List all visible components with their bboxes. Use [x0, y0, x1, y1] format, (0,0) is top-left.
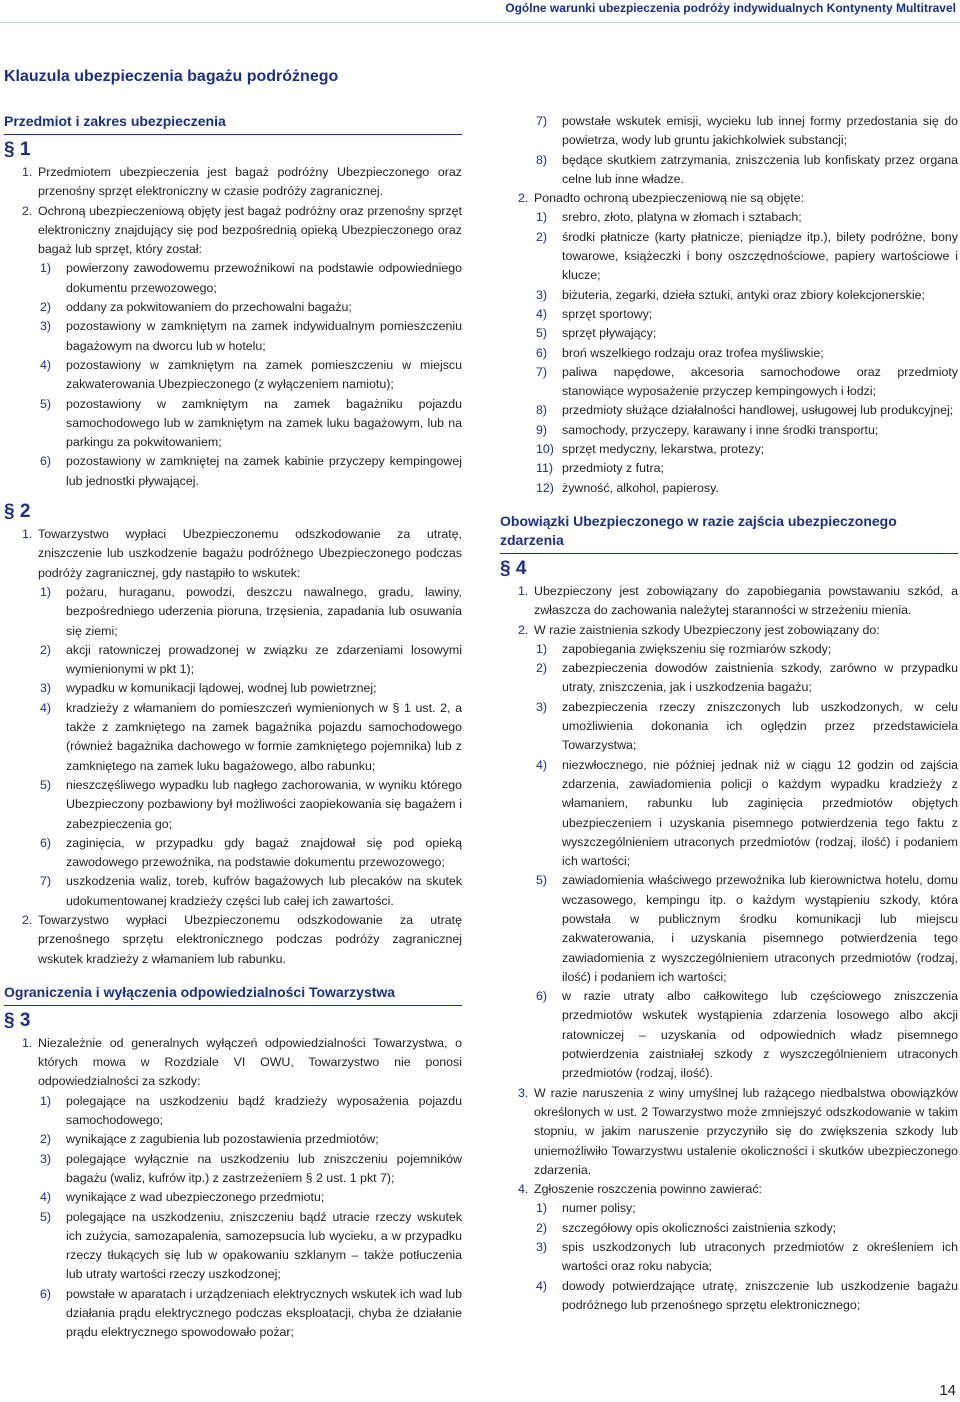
item-number: 3): [536, 287, 548, 302]
numbered-clause: [4, 1034, 462, 1092]
list-item: [4, 1285, 462, 1343]
item-number: 3): [40, 319, 52, 334]
item-number: 1): [536, 210, 548, 225]
item-number: 5): [40, 396, 52, 411]
list-item: [500, 1238, 958, 1277]
list-item: [500, 228, 958, 286]
item-text: środki płatnicze (karty płatnicze, pieniądze itp.), bilety podróżne, bony towarowe, książeczki i bony oszczędnościowe, papiery wartościowe i klucze;: [562, 229, 958, 283]
item-number: 4): [536, 1278, 548, 1293]
item-number: 7): [536, 114, 548, 128]
item-text: Niezależnie od generalnych wyłączeń odpowiedzialności Towarzystwa, o których mowa w Rozdziale VI OWU, Towarzystwo nie ponosi odpowiedzialności za szkody:: [38, 1035, 462, 1089]
list-item: [500, 344, 958, 363]
item-number: 1): [40, 584, 52, 599]
item-text: uszkodzenia waliz, toreb, kufrów bagażowych lub plecaków na skutek udokumentowanej kradzieży części lub całej ich zawartości.: [66, 874, 462, 908]
list-item: [500, 1199, 958, 1218]
item-number: 1): [536, 1201, 548, 1216]
list-item: [500, 756, 958, 872]
list-item: [4, 1150, 462, 1189]
item-number: 2.: [518, 622, 529, 637]
item-text: Towarzystwo wypłaci Ubezpieczonemu odszkodowanie za utratę przenośnego sprzętu elektronicznego podczas podróży zagranicznej wskutek kradzieży z włamaniem lub rabunku.: [38, 912, 462, 966]
item-text: niezwłocznego, nie później jednak niż w ciągu 12 godzin od zajścia zdarzenia, zawiadomienia policji o każdym wypadku kradzieży z włamaniem, rabunku lub zaginięcia przedmiotów objętych ubezpieczeniem i uzyskania pisemnego potwierdzenia tego faktu z wyszczególnieniem utraconych przedmiotów (rodzaj, ilość) i podaniem ich wartości;: [562, 757, 958, 869]
list-item: [500, 871, 958, 987]
item-number: 2): [40, 300, 52, 315]
item-number: 6): [536, 989, 548, 1004]
item-number: 10): [536, 442, 554, 457]
running-header: [0, 0, 960, 26]
item-number: 1): [40, 261, 52, 276]
item-text: pożaru, huraganu, powodzi, deszczu nawalnego, gradu, lawiny, bezpośredniego uderzenia pioruna, trzęsienia, zapadania lub osuwania się ziemi;: [66, 584, 462, 638]
item-number: 6): [40, 1286, 52, 1301]
list-item: [4, 259, 462, 298]
paragraph-number: § 3: [4, 1009, 31, 1031]
numbered-clause: [500, 621, 958, 640]
item-number: 6): [40, 454, 52, 469]
paragraph-number: § 1: [4, 139, 31, 160]
item-text: polegające na uszkodzeniu bądź kradzieży wyposażenia pojazdu samochodowego;: [66, 1093, 462, 1128]
item-number: 4): [536, 306, 548, 321]
section-title: Obowiązki Ubezpieczonego w razie zajścia ubezpieczonego zdarzenia: [500, 512, 958, 554]
list-item: [500, 640, 958, 659]
item-text: przedmioty z futra;: [562, 461, 664, 476]
item-text: sprzęt medyczny, lekarstwa, protezy;: [562, 442, 765, 457]
item-text: Ochroną ubezpieczeniową objęty jest bagaż podróżny oraz przenośny sprzęt elektroniczny znajdujący się pod bezpośrednią opieką Ubezpieczonego oraz bagaż lub sprzęt, który został:: [38, 203, 462, 257]
item-number: 3): [536, 1240, 548, 1255]
item-text: zawiadomienia właściwego przewoźnika lub kierownictwa hotelu, domu wczasowego, kempingu itp. o każdym wystąpieniu szkody, która powstała w publicznym środku komunikacji lub miejscu zakwaterowania, i uzyskania pisemnego potwierdzenia tego zawiadomienia z wyszczególnieniem utraconych przedmiotów (rodzaj, ilość) i podaniem ich wartości;: [562, 873, 958, 984]
item-text: wypadku w komunikacji lądowej, wodnej lub powietrznej;: [66, 681, 377, 696]
header-rule: [0, 22, 960, 23]
numbered-clause: [4, 525, 462, 583]
item-text: żywność, alkohol, papierosy.: [562, 480, 719, 495]
item-text: wynikające z zagubienia lub pozostawienia przedmiotów;: [66, 1132, 379, 1147]
item-number: 2): [536, 661, 548, 676]
item-text: Ubezpieczony jest zobowiązany do zapobiegania powstawaniu szkód, a zwłaszcza do zachowania należytej staranności w strzeżeniu mienia.: [534, 583, 958, 618]
item-number: 4): [40, 357, 52, 372]
item-number: 11): [536, 461, 553, 476]
item-text: polegające wyłącznie na uszkodzeniu lub zniszczeniu pojemników bagażu (waliz, kufrów itp.) z zastrzeżeniem § 2 ust. 1 pkt 7);: [66, 1151, 462, 1185]
item-text: będące skutkiem zatrzymania, zniszczenia lub konfiskaty przez organa celne lub inne władze.: [562, 152, 958, 186]
list-item: [500, 151, 958, 190]
numbered-clause: [500, 582, 958, 621]
list-item: [4, 641, 462, 680]
item-number: 1.: [22, 165, 33, 179]
item-number: 3): [536, 699, 548, 714]
section-title: Przedmiot i zakres ubezpieczenia: [4, 112, 462, 135]
item-text: zabezpieczenia rzeczy zniszczonych lub uszkodzonych, w celu umożliwienia dokonania ich oględzin przez przedstawiciela Towarzystwa;: [562, 699, 958, 753]
item-number: 2.: [22, 912, 33, 927]
item-text: numer polisy;: [562, 1201, 636, 1216]
numbered-clause: [500, 1180, 958, 1199]
numbered-clause: [500, 189, 958, 208]
list-item: [500, 987, 958, 1083]
item-number: 12): [536, 480, 554, 495]
list-item: [500, 286, 958, 305]
list-item: [500, 698, 958, 756]
item-number: 4.: [518, 1182, 529, 1197]
section-title: Ograniczenia i wyłączenia odpowiedzialności Towarzystwa: [4, 983, 462, 1006]
item-text: Przedmiotem ubezpieczenia jest bagaż podróżny Ubezpieczonego oraz przenośny sprzęt elektroniczny w czasie podróży zagranicznej.: [38, 165, 462, 199]
item-number: 5): [536, 326, 548, 341]
list-item: [500, 324, 958, 343]
list-item: [4, 395, 462, 453]
list-item: [4, 776, 462, 834]
item-number: 3): [40, 1151, 52, 1166]
item-number: 6): [536, 345, 548, 360]
item-text: Ponadto ochroną ubezpieczeniową nie są objęte:: [534, 191, 805, 206]
list-item: [500, 363, 958, 402]
list-item: [4, 872, 462, 911]
list-item: [4, 356, 462, 395]
item-number: 1): [536, 641, 548, 656]
item-text: W razie zaistnienia szkody Ubezpieczony jest zobowiązany do:: [534, 622, 880, 637]
item-text: oddany za pokwitowaniem do przechowalni bagażu;: [66, 300, 352, 315]
item-text: zabezpieczenia dowodów zaistnienia szkody, zarówno w przypadku utraty, zniszczenia, jak i uszkodzenia bagażu;: [562, 661, 958, 695]
item-text: wynikające z wad ubezpieczonego przedmiotu;: [66, 1190, 325, 1205]
item-text: powierzony zawodowemu przewoźnikowi na podstawie odpowiedniego dokumentu przewozowego;: [66, 261, 462, 295]
item-text: kradzieży z włamaniem do pomieszczeń wymienionych w § 1 ust. 2, a także z zamkniętego na zamek bagażnika pojazdu samochodowego (również bagażnika dachowego w formie zamkniętego pojemnika) lub z zamkniętego na zamek luku bagażowego, albo rabunku;: [66, 700, 462, 773]
item-text: zaginięcia, w przypadku gdy bagaż znajdował się pod opieką zawodowego przewoźnika, na podstawie dokumentu przewozowego;: [66, 835, 462, 870]
list-item: [500, 421, 958, 440]
item-number: 7): [536, 364, 548, 379]
right-column: [500, 112, 958, 1315]
list-item: [4, 699, 462, 776]
item-number: 2.: [22, 203, 33, 218]
item-number: 2): [536, 1220, 548, 1235]
list-item: [4, 1188, 462, 1207]
item-number: 4): [40, 700, 52, 715]
list-item: [500, 440, 958, 459]
list-item: [4, 1130, 462, 1149]
list-item: [500, 305, 958, 324]
item-text: Zgłoszenie roszczenia powinno zawierać:: [534, 1182, 762, 1197]
paragraph-number: § 4: [500, 557, 527, 579]
item-text: biżuteria, zegarki, dzieła sztuki, antyki oraz zbiory kolekcjonerskie;: [562, 287, 925, 302]
item-number: 3.: [518, 1085, 529, 1100]
numbered-clause: [4, 202, 462, 260]
list-item: [500, 459, 958, 478]
item-number: 1): [40, 1093, 52, 1108]
numbered-clause: [500, 1084, 958, 1180]
header-title: Ogólne warunki ubezpieczenia podróży indywidualnych Kontynenty Multitravel: [505, 1, 956, 15]
item-text: paliwa napędowe, akcesoria samochodowe oraz przedmioty stanowiące wyposażenie przyczep kempingowych i łodzi;: [562, 364, 958, 399]
item-text: powstałe wskutek emisji, wycieku lub innej formy przedostania się do powietrza, wody lub gruntu jakichkolwiek substancji;: [562, 114, 958, 148]
list-item: [500, 1277, 958, 1316]
list-item: [500, 112, 958, 151]
item-number: 2.: [518, 191, 529, 206]
item-text: dowody potwierdzające utratę, zniszczenie lub uszkodzenie bagażu podróżnego lub przenośnego sprzętu elektronicznego;: [562, 1278, 958, 1312]
list-item: [500, 1219, 958, 1238]
item-number: 2): [40, 1132, 52, 1147]
item-text: zapobiegania zwiększeniu się rozmiarów szkody;: [562, 641, 832, 656]
item-text: spis uszkodzonych lub utraconych przedmiotów z określeniem ich wartości oraz roku nabycia;: [562, 1240, 958, 1274]
item-text: samochody, przyczepy, karawany i inne środki transportu;: [562, 422, 879, 437]
list-item: [4, 679, 462, 698]
item-text: akcji ratowniczej prowadzonej w związku ze zdarzeniami losowymi wymienionymi w pkt 1);: [66, 642, 462, 677]
item-text: pozostawiony w zamkniętej na zamek kabinie przyczepy kempingowej lub jednostki pływającej.: [66, 454, 462, 488]
item-text: sprzęt pływający;: [562, 326, 657, 341]
item-text: przedmioty służące działalności handlowej, usługowej lub produkcyjnej;: [562, 403, 954, 418]
item-text: szczegółowy opis okoliczności zaistnienia szkody;: [562, 1220, 837, 1235]
item-text: pozostawiony w zamkniętym na zamek bagażniku pojazdu samochodowego lub w zamkniętym na zamek luku bagażowym, lub na parkingu za pokwitowaniem;: [66, 396, 462, 450]
list-item: [500, 479, 958, 498]
left-column: [4, 112, 462, 1343]
numbered-clause: [4, 911, 462, 969]
item-number: 8): [536, 152, 548, 167]
page-title: Klauzula ubezpieczenia bagażu podróżnego: [4, 68, 339, 85]
item-number: 4): [536, 757, 548, 772]
item-number: 7): [40, 874, 52, 889]
page-number: 14: [939, 1382, 956, 1399]
item-number: 2): [536, 229, 548, 244]
list-item: [500, 208, 958, 227]
item-text: polegające na uszkodzeniu, zniszczeniu bądź utracie rzeczy wskutek ich zużycia, samozapalenia, samozepsucia lub wycieku, a w przypadku rzeczy tłukących się lub w opakowaniu szklanym – także potłuczenia lub utraty wartości rzeczy uszkodzonej;: [66, 1209, 462, 1282]
item-number: 9): [536, 422, 548, 437]
item-number: 1.: [22, 1035, 33, 1050]
item-number: 5): [536, 873, 548, 888]
item-text: nieszczęśliwego wypadku lub nagłego zachorowania, w wyniku którego Ubezpieczony pozbawiony był możliwości zaopiekowania się bagażem i zabezpieczenia go;: [66, 777, 462, 831]
list-item: [4, 298, 462, 317]
list-item: [4, 452, 462, 491]
item-text: powstałe w aparatach i urządzeniach elektrycznych wskutek ich wad lub działania prądu elektrycznego podczas eksploatacji, chyba że działanie prądu elektrycznego spowodowało pożar;: [66, 1286, 462, 1340]
item-number: 3): [40, 681, 52, 696]
item-text: Towarzystwo wypłaci Ubezpieczonemu odszkodowanie za utratę, zniszczenie lub uszkodzenie bagażu podróżnego Ubezpieczonego podczas podróży zagranicznej, gdy nastąpiło to wskutek:: [38, 527, 462, 580]
list-item: [4, 1092, 462, 1131]
list-item: [4, 1208, 462, 1285]
list-item: [4, 583, 462, 641]
list-item: [4, 317, 462, 356]
item-number: 5): [40, 777, 52, 792]
list-item: [500, 659, 958, 698]
paragraph-number: § 2: [4, 501, 31, 523]
item-text: W razie naruszenia z winy umyślnej lub rażącego niedbalstwa obowiązków określonych w ust. 2 Towarzystwo może zmniejszyć odszkodowanie w takim stopniu, w jakim naruszenie przyczyniło się do zwiększenia szkody lub uniemożliwiło Towarzystwu ustalenie okoliczności i skutków ubezpieczonego zdarzenia.: [534, 1085, 958, 1177]
item-number: 4): [40, 1190, 52, 1205]
item-number: 1.: [518, 583, 529, 598]
item-number: 8): [536, 403, 548, 418]
item-text: w razie utraty albo całkowitego lub częściowego zniszczenia przedmiotów wskutek wystąpienia zdarzenia losowego albo akcji ratowniczej – uzyskania od odpowiednich władz pisemnego potwierdzenia zaistniałej szkody z wyszczególnieniem utraconych przedmiotów (rodzaj, ilość).: [562, 989, 958, 1081]
item-text: broń wszelkiego rodzaju oraz trofea myśliwskie;: [562, 345, 824, 360]
item-number: 6): [40, 835, 52, 850]
item-text: sprzęt sportowy;: [562, 306, 653, 321]
list-item: [500, 401, 958, 420]
item-text: pozostawiony w zamkniętym na zamek pomieszczeniu w miejscu zakwaterowania Ubezpieczonego (z wyłączeniem namiotu);: [66, 357, 462, 392]
item-number: 1.: [22, 527, 33, 542]
item-number: 5): [40, 1209, 52, 1224]
list-item: [4, 834, 462, 873]
item-text: pozostawiony w zamkniętym na zamek indywidualnym pomieszczeniu bagażowym na dworcu lub w hotelu;: [66, 319, 462, 353]
numbered-clause: [4, 163, 462, 202]
item-text: srebro, złoto, platyna w złomach i sztabach;: [562, 210, 802, 225]
item-number: 2): [40, 642, 52, 657]
